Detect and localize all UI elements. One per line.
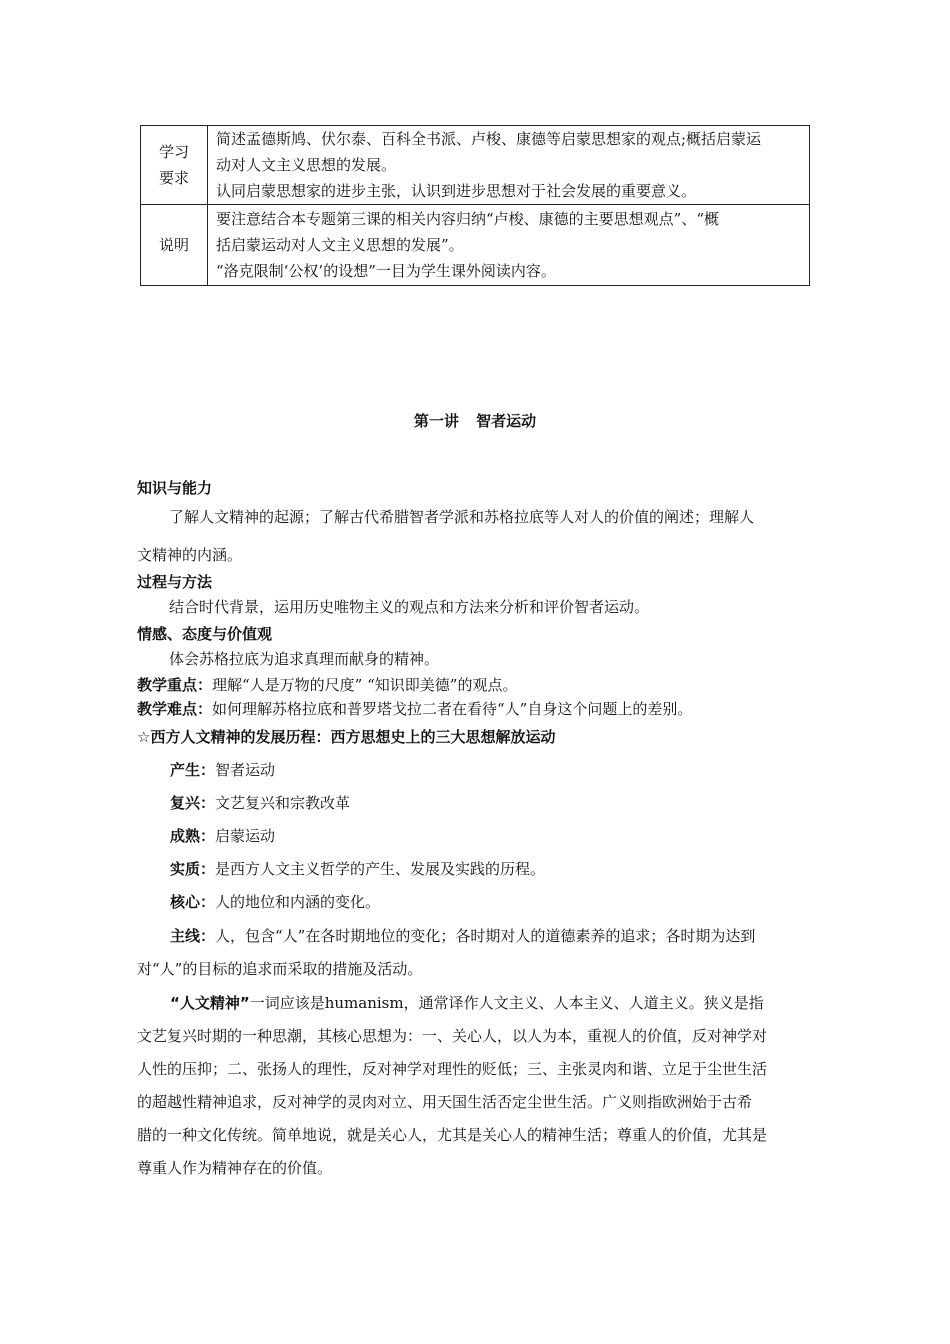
focus-line <box>137 672 817 698</box>
title-part-2: 智者运动 <box>476 412 537 430</box>
row-label <box>141 205 208 286</box>
mainline-line-2: 对“人”的目标的追求而采取的措施及活动。 <box>137 960 423 978</box>
list-text: 智者运动 <box>215 761 276 779</box>
mainline-text: 人，包含“人”在各时期地位的变化；各时期对人的道德素养的追求；各时期为达到 <box>215 927 756 945</box>
humanism-line <box>137 987 817 1020</box>
content-line: 简述孟德斯鸠、伏尔泰、百科全书派、卢梭、康德等启蒙思想家的观点;概括启蒙运 <box>216 130 762 148</box>
section-heading: 知识与能力 <box>137 479 213 497</box>
content-line: 认同启蒙思想家的进步主张，认识到进步思想对于社会发展的重要意义。 <box>216 182 697 200</box>
humanism-line: 文艺复兴时期的一种思潮，其核心思想为：一、关心人，以人为本，重视人的价值，反对神学对 <box>137 1027 768 1045</box>
list-label: 实质： <box>170 860 216 878</box>
focus-label: 教学重点： <box>137 676 213 694</box>
label-line: 要求 <box>158 169 189 187</box>
humanism-line: 人性的压抑；二、张扬人的理性，反对神学对理性的贬低；三、主张灵肉和谐、立足于尘世生活 <box>137 1060 768 1078</box>
section-text: 了解人文精神的起源；了解古代希腊智者学派和苏格拉底等人对人的价值的阐述；理解人 <box>169 508 755 526</box>
star-heading <box>137 724 817 750</box>
list-label: 核心： <box>170 893 216 911</box>
star-heading-text: ☆西方人文精神的发展历程：西方思想史上的三大思想解放运动 <box>137 728 556 746</box>
list-text: 启蒙运动 <box>215 827 276 845</box>
row-label <box>141 126 208 205</box>
content-line: “洛克限制‘公权’的设想”一目为学生课外阅读内容。 <box>216 262 556 280</box>
table-row <box>141 205 810 286</box>
row-content <box>208 126 810 205</box>
focus-text: 理解“人是万物的尺度” “知识即美德”的观点。 <box>212 676 518 694</box>
difficulty-line <box>137 696 817 722</box>
emotion-section <box>137 622 817 672</box>
humanism-paragraph <box>137 987 817 1185</box>
page-title <box>0 410 950 431</box>
mainline-paragraph <box>137 920 817 986</box>
list-item <box>170 889 380 915</box>
content-line: 要注意结合本专题第三课的相关内容归纳“卢梭、康德的主要思想观点”、“概 <box>216 210 720 228</box>
section-text: 结合时代背景，运用历史唯物主义的观点和方法来分析和评价智者运动。 <box>169 598 650 616</box>
section-heading: 情感、态度与价值观 <box>137 625 273 643</box>
humanism-text: 一词应该是humanism，通常译作人文主义、人本主义、人道主义。狭义是指 <box>249 994 764 1012</box>
content-line: 动对人文主义思想的发展。 <box>216 156 397 174</box>
list-item <box>170 823 275 849</box>
mainline-label: 主线： <box>170 927 216 945</box>
label-line: 说明 <box>158 236 189 254</box>
section-heading: 过程与方法 <box>137 573 213 591</box>
humanism-label: “人文精神” <box>170 994 250 1012</box>
section-text: 体会苏格拉底为追求真理而献身的精神。 <box>169 650 440 668</box>
list-text: 是西方人文主义哲学的产生、发展及实践的历程。 <box>215 860 546 878</box>
label-line: 学习 <box>158 143 189 161</box>
table-row <box>141 126 810 205</box>
title-part-1: 第一讲 <box>413 412 459 430</box>
list-label: 成熟： <box>170 827 216 845</box>
difficulty-label: 教学难点： <box>137 700 213 718</box>
list-item <box>170 856 545 882</box>
list-item <box>170 757 275 783</box>
process-section <box>137 570 817 620</box>
row-content <box>208 205 810 286</box>
list-label: 复兴： <box>170 794 216 812</box>
list-label: 产生： <box>170 761 216 779</box>
knowledge-section <box>137 476 817 570</box>
mainline-line <box>137 920 817 953</box>
list-text: 文艺复兴和宗教改革 <box>215 794 351 812</box>
humanism-line: 的超越性精神追求，反对神学的灵肉对立、用天国生活否定尘世生活。广义则指欧洲始于古希 <box>137 1093 753 1111</box>
list-item <box>170 790 350 816</box>
humanism-line: 尊重人作为精神存在的价值。 <box>137 1159 333 1177</box>
difficulty-text: 如何理解苏格拉底和普罗塔戈拉二者在看待“人”自身这个问题上的差别。 <box>212 700 693 718</box>
section-text: 文精神的内涵。 <box>137 546 243 564</box>
humanism-line: 腊的一种文化传统。简单地说，就是关心人，尤其是关心人的精神生活；尊重人的价值，尤其是 <box>137 1126 768 1144</box>
content-line: 括启蒙运动对人文主义思想的发展”。 <box>216 236 464 254</box>
list-text: 人的地位和内涵的变化。 <box>215 893 381 911</box>
requirements-table <box>140 125 810 286</box>
